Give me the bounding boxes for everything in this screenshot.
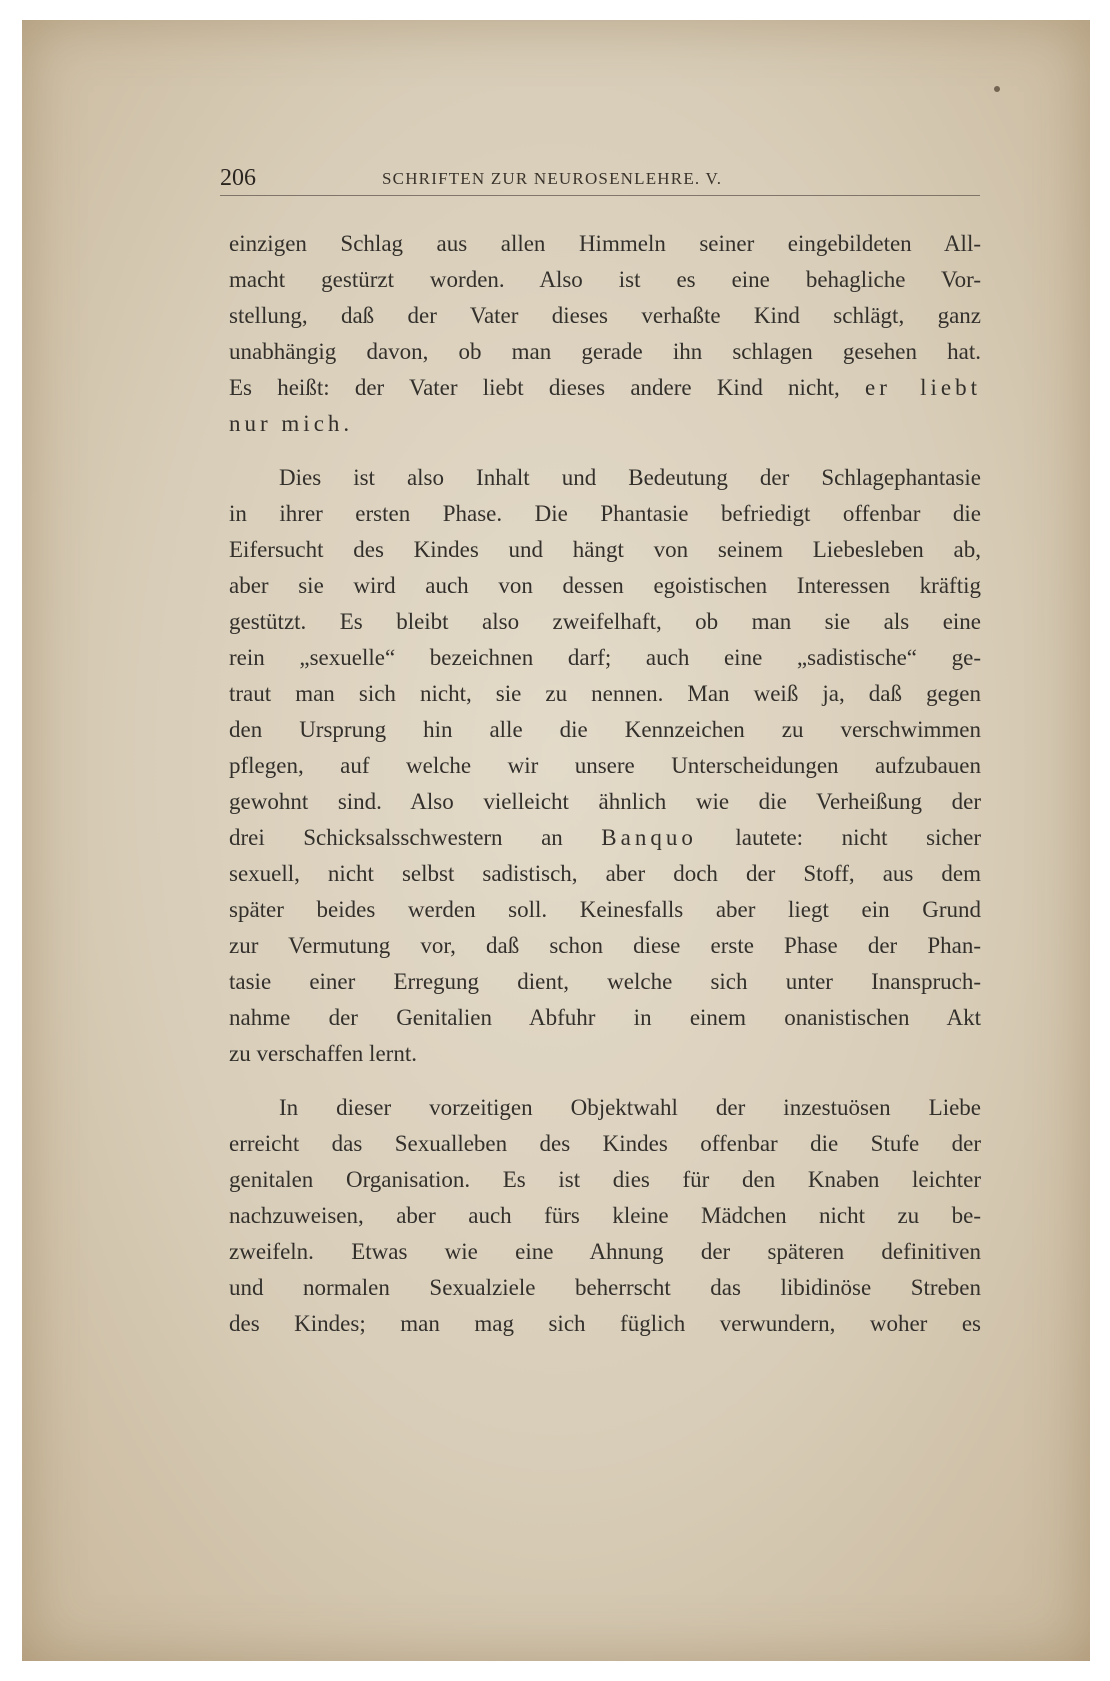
text-line: sexuell, nicht selbst sadistisch, aber doch der Stoff, aus dem	[229, 861, 981, 886]
line-text: drei Schicksalsschwestern an	[229, 825, 602, 850]
text-line: später beides werden soll. Keinesfalls aber liegt ein Grund	[229, 897, 981, 922]
text-line: zweifeln. Etwas wie eine Ahnung der späteren definitiven	[229, 1239, 981, 1264]
text-line: in ihrer ersten Phase. Die Phantasie befriedigt offenbar die	[229, 501, 981, 526]
text-line: gewohnt sind. Also vielleicht ähnlich wie die Verheißung der	[229, 789, 981, 814]
text-line: aber sie wird auch von dessen egoistischen Interessen kräftig	[229, 573, 981, 598]
paragraph-3	[229, 1090, 981, 1342]
text-line: traut man sich nicht, sie zu nennen. Man weiß ja, daß gegen	[229, 681, 981, 706]
page-header	[220, 165, 980, 195]
text-line: gestützt. Es bleibt also zweifelhaft, ob man sie als eine	[229, 609, 981, 634]
text-line: zur Vermutung vor, daß schon diese erste Phase der Phan-	[229, 933, 981, 958]
text-line	[229, 370, 981, 406]
ink-spot	[994, 86, 1000, 92]
emphasized-name: Banquo	[601, 825, 697, 850]
text-line: tasie einer Erregung dient, welche sich unter Inanspruch-	[229, 969, 981, 994]
text-line: Eifersucht des Kindes und hängt von seinem Liebesleben ab,	[229, 537, 981, 562]
text-line: zu verschaffen lernt.	[229, 1041, 417, 1066]
text-line: pflegen, auf welche wir unsere Unterscheidungen aufzubauen	[229, 753, 981, 778]
text-line: rein „sexuelle“ bezeichnen darf; auch eine „sadistische“ ge-	[229, 645, 981, 670]
text-line: In dieser vorzeitigen Objektwahl der inzestuösen Liebe	[279, 1095, 981, 1120]
text-line: unabhängig davon, ob man gerade ihn schlagen gesehen hat.	[229, 339, 981, 364]
text-line: und normalen Sexualziele beherrscht das libidinöse Streben	[229, 1275, 981, 1300]
text-line: erreicht das Sexualleben des Kindes offenbar die Stufe der	[229, 1131, 981, 1156]
paragraph-2	[229, 460, 981, 1072]
text-line: macht gestürzt worden. Also ist es eine behagliche Vor-	[229, 267, 981, 292]
line-text: lautete: nicht sicher	[696, 825, 981, 850]
text-line: Dies ist also Inhalt und Bedeutung der Schlagephantasie	[279, 465, 981, 490]
text-line	[229, 820, 981, 856]
line-text: Es heißt: der Vater liebt dieses andere Kind nicht,	[229, 375, 866, 400]
text-line: einzigen Schlag aus allen Himmeln seiner eingebildeten All-	[229, 231, 981, 256]
text-line: nur mich.	[229, 411, 354, 436]
text-line: stellung, daß der Vater dieses verhaßte Kind schlägt, ganz	[229, 303, 981, 328]
body-text	[229, 226, 981, 1342]
page-number: 206	[220, 165, 256, 191]
text-line: nahme der Genitalien Abfuhr in einem onanistischen Akt	[229, 1005, 981, 1030]
text-line: genitalen Organisation. Es ist dies für den Knaben leichter	[229, 1167, 981, 1192]
text-line: nachzuweisen, aber auch fürs kleine Mädchen nicht zu be-	[229, 1203, 981, 1228]
running-title: SCHRIFTEN ZUR NEUROSENLEHRE. V.	[382, 169, 723, 188]
text-line: des Kindes; man mag sich füglich verwundern, woher es	[229, 1311, 981, 1336]
header-rule	[220, 195, 980, 196]
paragraph-1	[229, 226, 981, 442]
emphasized-text: er liebt	[865, 375, 982, 400]
text-line: den Ursprung hin alle die Kennzeichen zu verschwimmen	[229, 717, 981, 742]
book-page	[22, 20, 1090, 1661]
